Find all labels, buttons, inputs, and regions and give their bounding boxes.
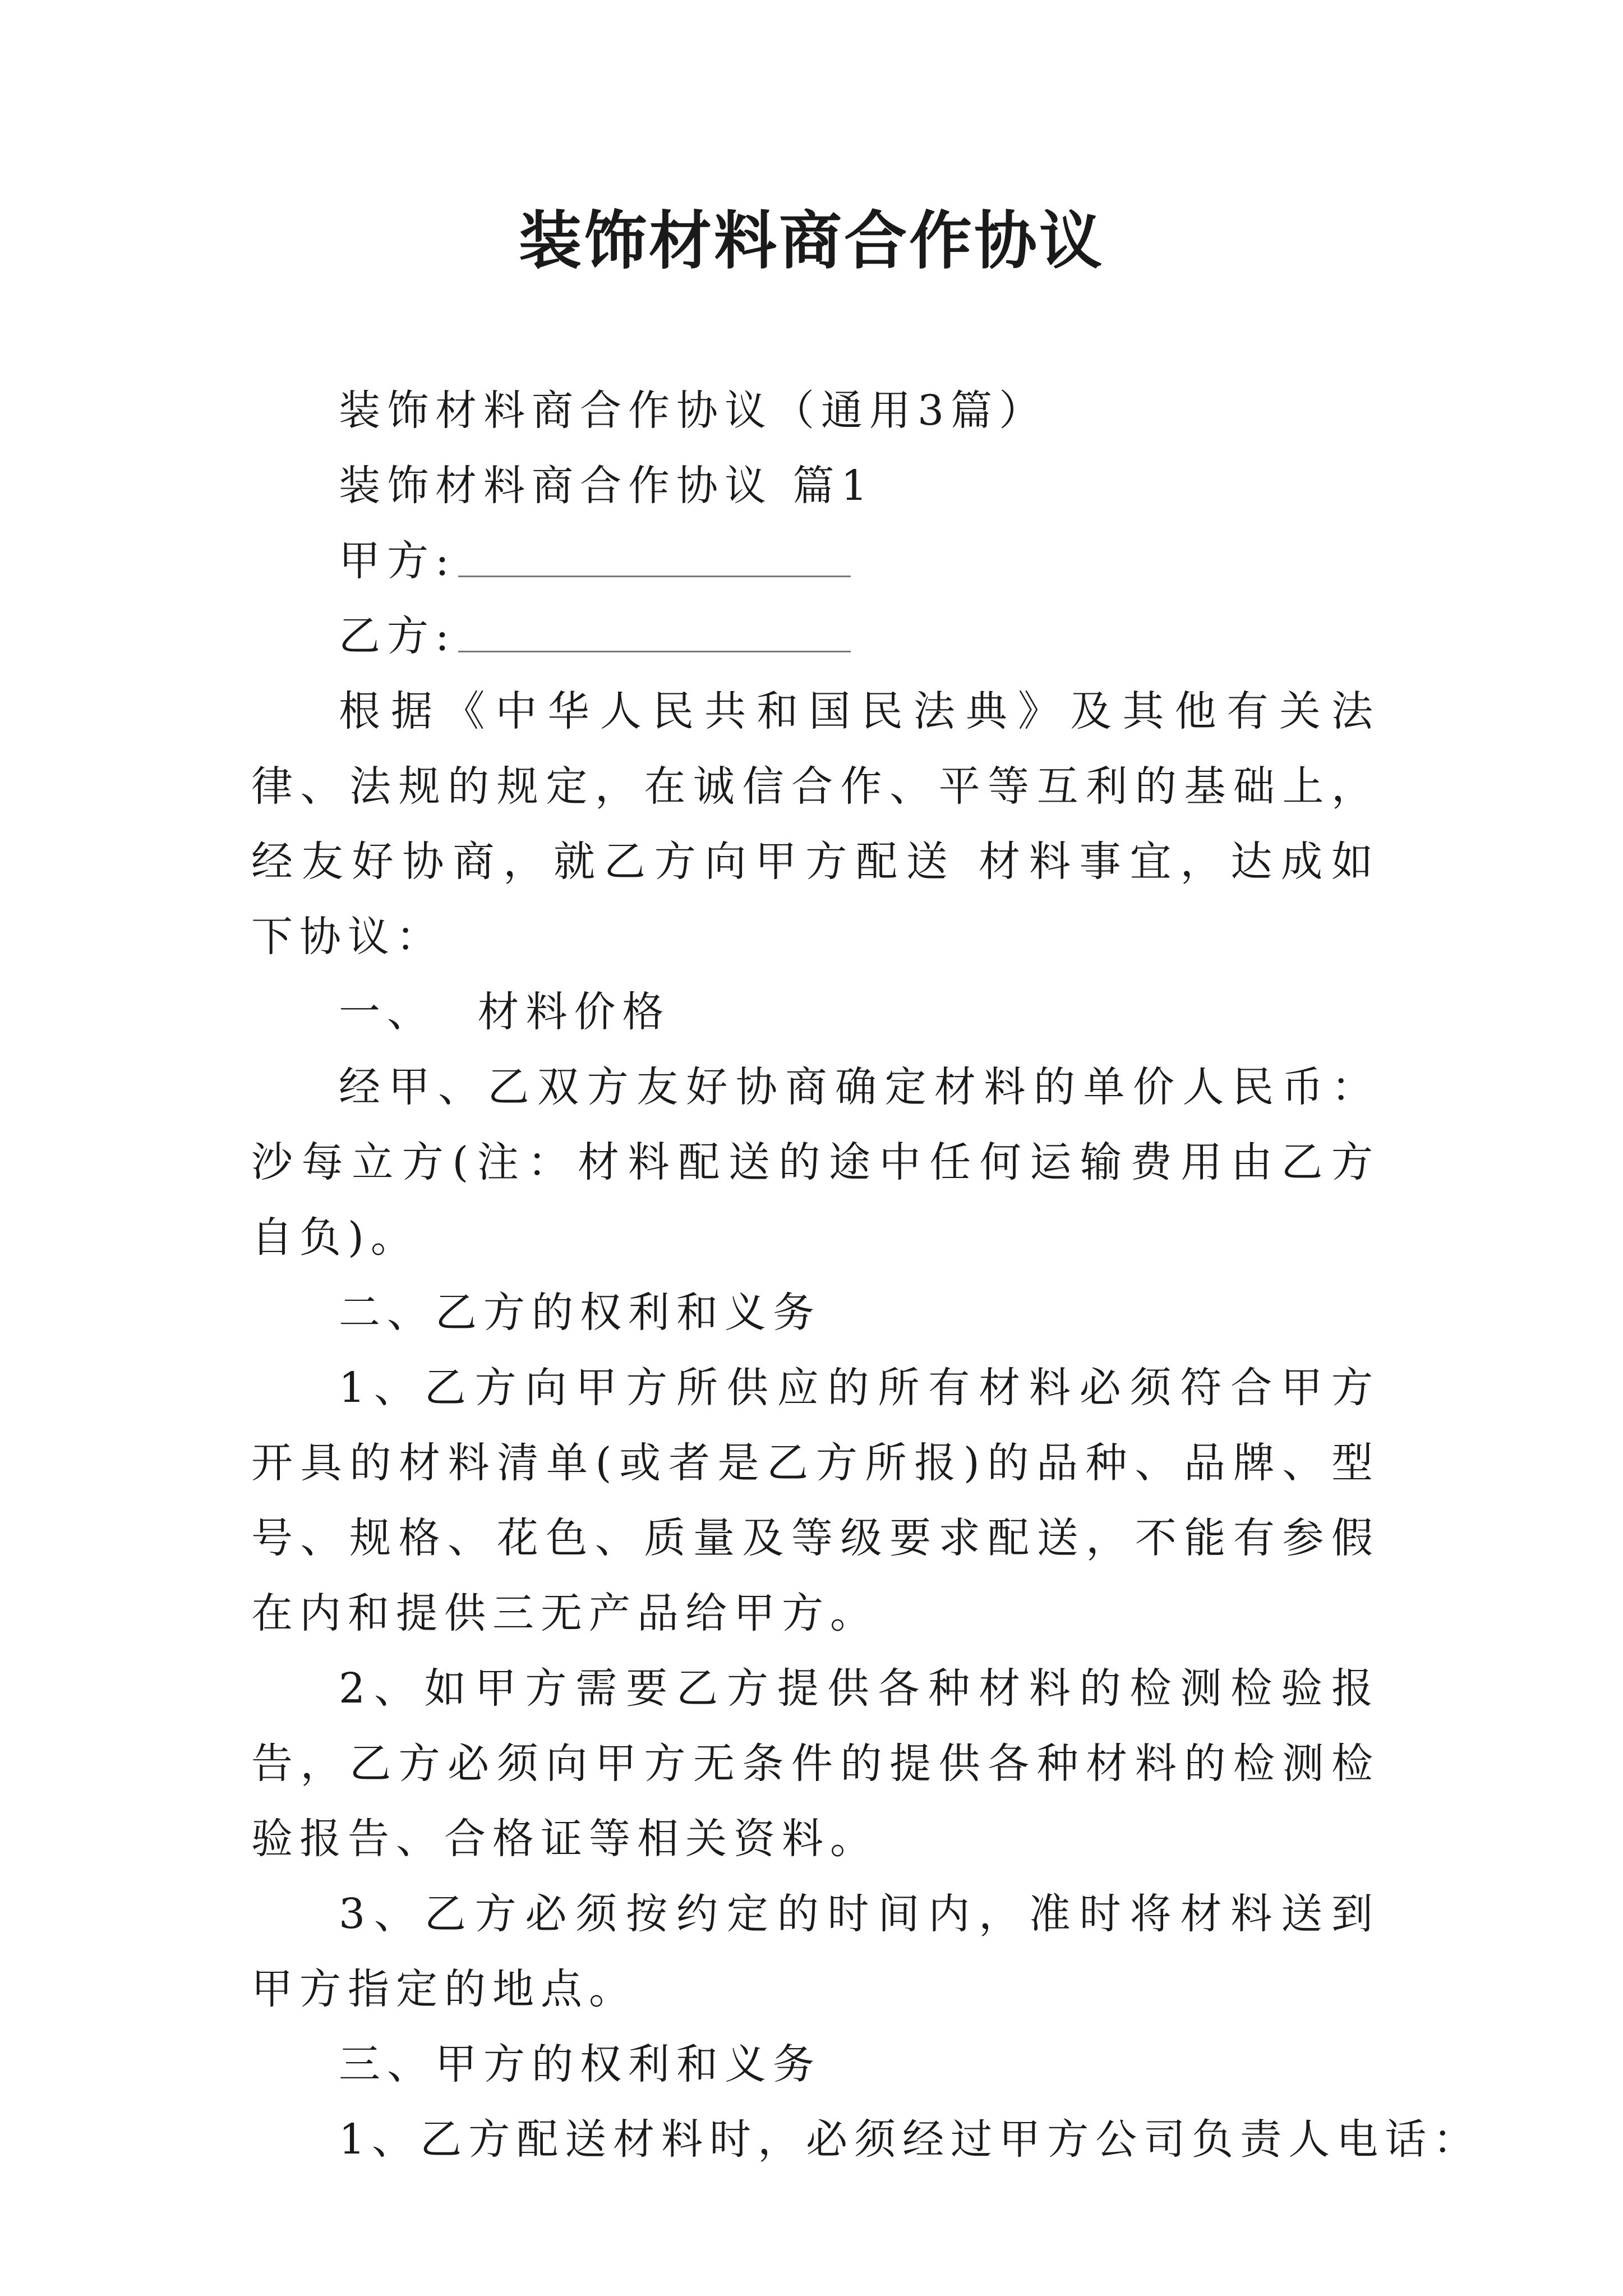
party-b-line [251,599,1380,674]
section-heading: 装饰材料商合作协议 篇1 [339,462,874,510]
article-3-item-1: 1、乙方配送材料时，必须经过甲方公司负责人电话： [339,2115,1482,2164]
party-a-line [251,523,1380,599]
article-2-item-3: 3、乙方必须按约定的时间内，准时将材料送到甲方指定的地点。 [251,1890,1380,2013]
party-b-label: 乙方: [339,612,456,660]
article-1-text: 经甲、乙双方友好协商确定材料的单价人民币：沙每立方(注：材料配送的途中任何运输费用由乙方自负)。 [251,1063,1380,1262]
article-3-heading: 三、甲方的权利和义务 [339,2040,821,2088]
article-2-item-1: 1、乙方向甲方所供应的所有材料必须符合甲方开具的材料清单(或者是乙方所报)的品种、品牌、型号、规格、花色、质量及等级要求配送，不能有参假在内和提供三无产品给甲方。 [251,1364,1380,1637]
party-b-blank [458,611,851,652]
article-1-heading: 一、 材料价格 [339,988,671,1036]
party-a-label: 甲方: [339,537,456,585]
intro-paragraph: 根据《中华人民共和国民法典》及其他有关法律、法规的规定，在诚信合作、平等互利的基础上，经友好协商，就乙方向甲方配送 材料事宜，达成如下协议： [251,687,1380,961]
document-title: 装饰材料商合作协议 [519,204,1104,278]
article-2-item-2: 2、如甲方需要乙方提供各种材料的检测检验报告，乙方必须向甲方无条件的提供各种材料的检测检验报告、合格证等相关资料。 [251,1664,1380,1863]
document-body [251,373,1482,2177]
document-subtitle: 装饰材料商合作协议（通用3篇） [339,386,1048,435]
party-a-blank [458,536,851,577]
article-2-heading: 二、乙方的权利和义务 [339,1289,821,1337]
